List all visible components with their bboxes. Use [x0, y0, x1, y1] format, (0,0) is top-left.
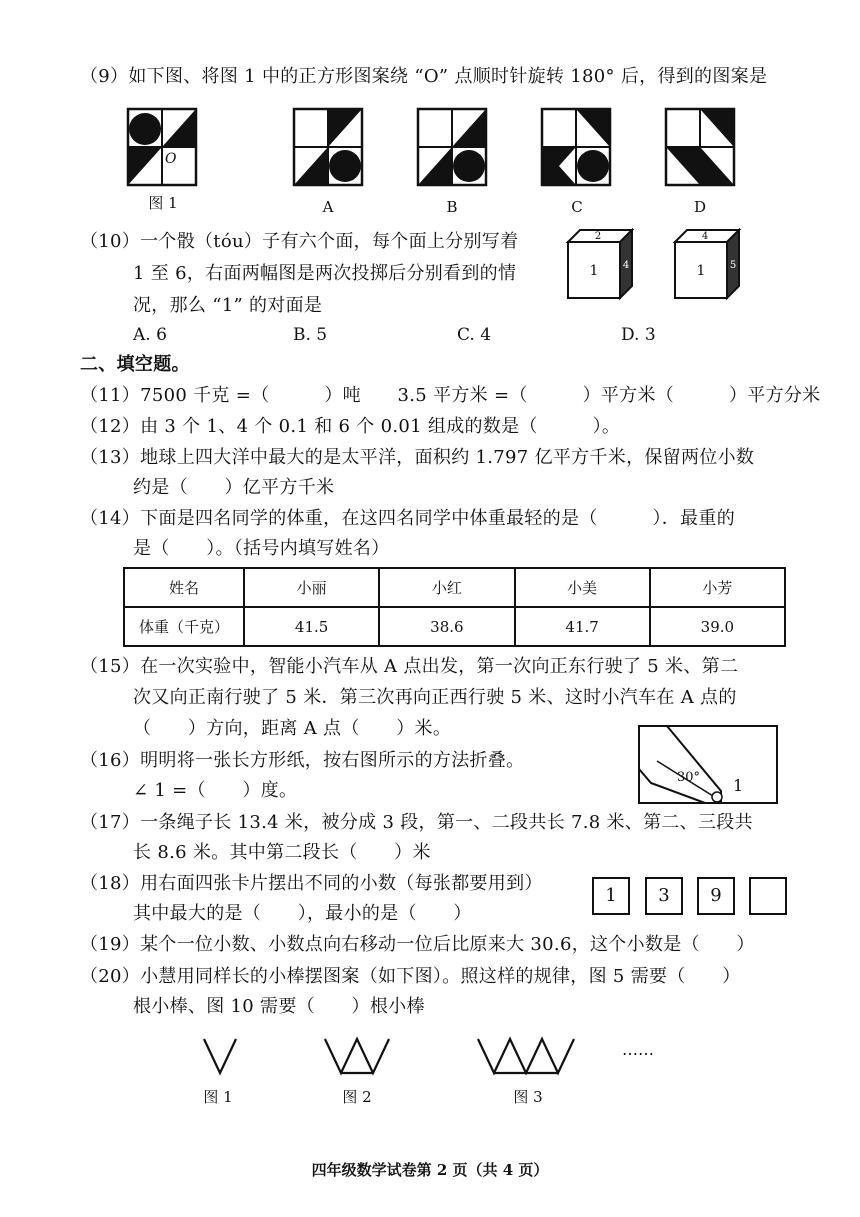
table-header-cell: 小丽: [244, 568, 379, 607]
weight-table: [123, 567, 786, 647]
q9-option-a-figure: [293, 108, 363, 186]
table-header-cell: 小红: [379, 568, 514, 607]
q16-line-1: （16）明明将一张长方形纸，按右图所示的方法折叠。: [80, 750, 525, 771]
cube1-top: 2: [594, 231, 602, 242]
q9-caption-a: A: [322, 198, 334, 216]
q10-option-b: B. 5: [293, 325, 328, 345]
table-header-cell: 姓名: [124, 568, 244, 607]
stick-caption-2: 图 2: [342, 1088, 372, 1106]
q16-folded-paper-figure: [637, 721, 779, 805]
q9-figure-1: [127, 108, 197, 186]
q20-line-2: 根小棒、图 10 需要（ ）根小棒: [133, 996, 425, 1017]
blank-card: [749, 877, 787, 915]
q9-text: （9）如下图、将图 1 中的正方形图案绕 “O” 点顺时针旋转 180° 后，得到的图案是: [80, 66, 768, 87]
q19-text: （19）某个一位小数、小数点向右移动一位后比原来大 30.6，这个小数是（ ）: [80, 934, 755, 955]
cube1-front: 1: [589, 263, 599, 279]
q9-caption-b: B: [446, 198, 458, 216]
q10-option-d: D. 3: [621, 325, 656, 345]
q10-option-a: A. 6: [133, 325, 167, 345]
table-cell: 39.0: [650, 607, 785, 646]
table-row-label: 体重（千克）: [124, 607, 244, 646]
q10-line-1: （10）一个骰（tóu）子有六个面，每个面上分别写着: [80, 231, 519, 252]
q18-line-2: 其中最大的是（ ），最小的是（ ）: [133, 903, 472, 924]
stick-caption-1: 图 1: [203, 1088, 233, 1106]
q13-line-1: （13）地球上四大洋中最大的是太平洋，面积约 1.797 亿平方千米，保留两位小数: [80, 447, 755, 468]
stick-figure-3: [474, 1035, 580, 1077]
q15-line-2: 次又向正南行驶了 5 米．第三次再向正西行驶 5 米、这时小汽车在 A 点的: [133, 687, 737, 708]
q9-caption-c: C: [571, 198, 583, 216]
number-card: 9: [697, 877, 735, 915]
cube2-front: 1: [696, 263, 706, 279]
q10-cube-2: [673, 228, 745, 300]
q9-center-label: O: [165, 151, 177, 167]
q10-option-c: C. 4: [457, 325, 492, 345]
cube1-side: 4: [622, 260, 630, 271]
q17-line-1: （17）一条绳子长 13.4 米，被分成 3 段，第一、二段共长 7.8 米、第二、三段共: [80, 812, 753, 833]
q10-line-3: 况，那么 “1” 的对面是: [133, 295, 323, 316]
q16-line-2: ∠ 1 =（ ）度。: [133, 780, 298, 801]
number-card: 3: [645, 877, 683, 915]
q10-cube-1: [566, 228, 638, 300]
stick-figure-1: [200, 1035, 240, 1077]
angle-30-label: 30°: [677, 770, 701, 785]
angle-1-label: 1: [733, 776, 744, 795]
table-header-cell: 小美: [515, 568, 650, 607]
ellipsis: ……: [622, 1040, 654, 1059]
stick-caption-3: 图 3: [513, 1088, 543, 1106]
q9-caption-fig1: 图 1: [148, 194, 178, 212]
q9-option-b-figure: [417, 108, 487, 186]
table-cell: 41.7: [515, 607, 650, 646]
q12-text: （12）由 3 个 1、4 个 0.1 和 6 个 0.01 组成的数是（ ）。: [80, 416, 621, 437]
q15-line-3: （ ）方向，距离 A 点（ ）米。: [133, 718, 452, 739]
q14-line-2: 是（ ）。（括号内填写姓名）: [133, 538, 390, 559]
table-header-cell: 小芳: [650, 568, 785, 607]
q13-line-2: 约是（ ）亿平方千米: [133, 477, 335, 498]
q15-line-1: （15）在一次实验中，智能小汽车从 A 点出发，第一次向正东行驶了 5 米、第二: [80, 656, 739, 677]
cube2-side: 5: [729, 260, 737, 271]
page-footer: 四年级数学试卷第 2 页（共 4 页）: [311, 1161, 549, 1179]
q14-line-1: （14）下面是四名同学的体重，在这四名同学中体重最轻的是（ ）．最重的: [80, 508, 736, 529]
section-heading: 二、填空题。: [80, 354, 190, 375]
q18-line-1: （18）用右面四张卡片摆出不同的小数（每张都要用到）: [80, 873, 543, 894]
q17-line-2: 长 8.6 米。其中第二段长（ ）米: [133, 842, 431, 863]
q9-caption-d: D: [693, 198, 707, 216]
q20-line-1: （20）小慧用同样长的小棒摆图案（如下图）。照这样的规律，图 5 需要（ ）: [80, 966, 741, 987]
q11-text: （11）7500 千克 =（ ）吨 3.5 平方米 =（ ）平方米（ ）平方分米: [80, 385, 821, 406]
q10-line-2: 1 至 6，右面两幅图是两次投掷后分别看到的情: [133, 263, 517, 284]
table-row: [124, 568, 785, 607]
table-cell: 41.5: [244, 607, 379, 646]
table-row: [124, 607, 785, 646]
stick-figure-2: [321, 1035, 393, 1077]
number-card: 1: [592, 877, 630, 915]
q9-option-c-figure: [541, 108, 611, 186]
cube2-top: 4: [701, 231, 709, 242]
table-cell: 38.6: [379, 607, 514, 646]
q9-option-d-figure: [665, 108, 735, 186]
